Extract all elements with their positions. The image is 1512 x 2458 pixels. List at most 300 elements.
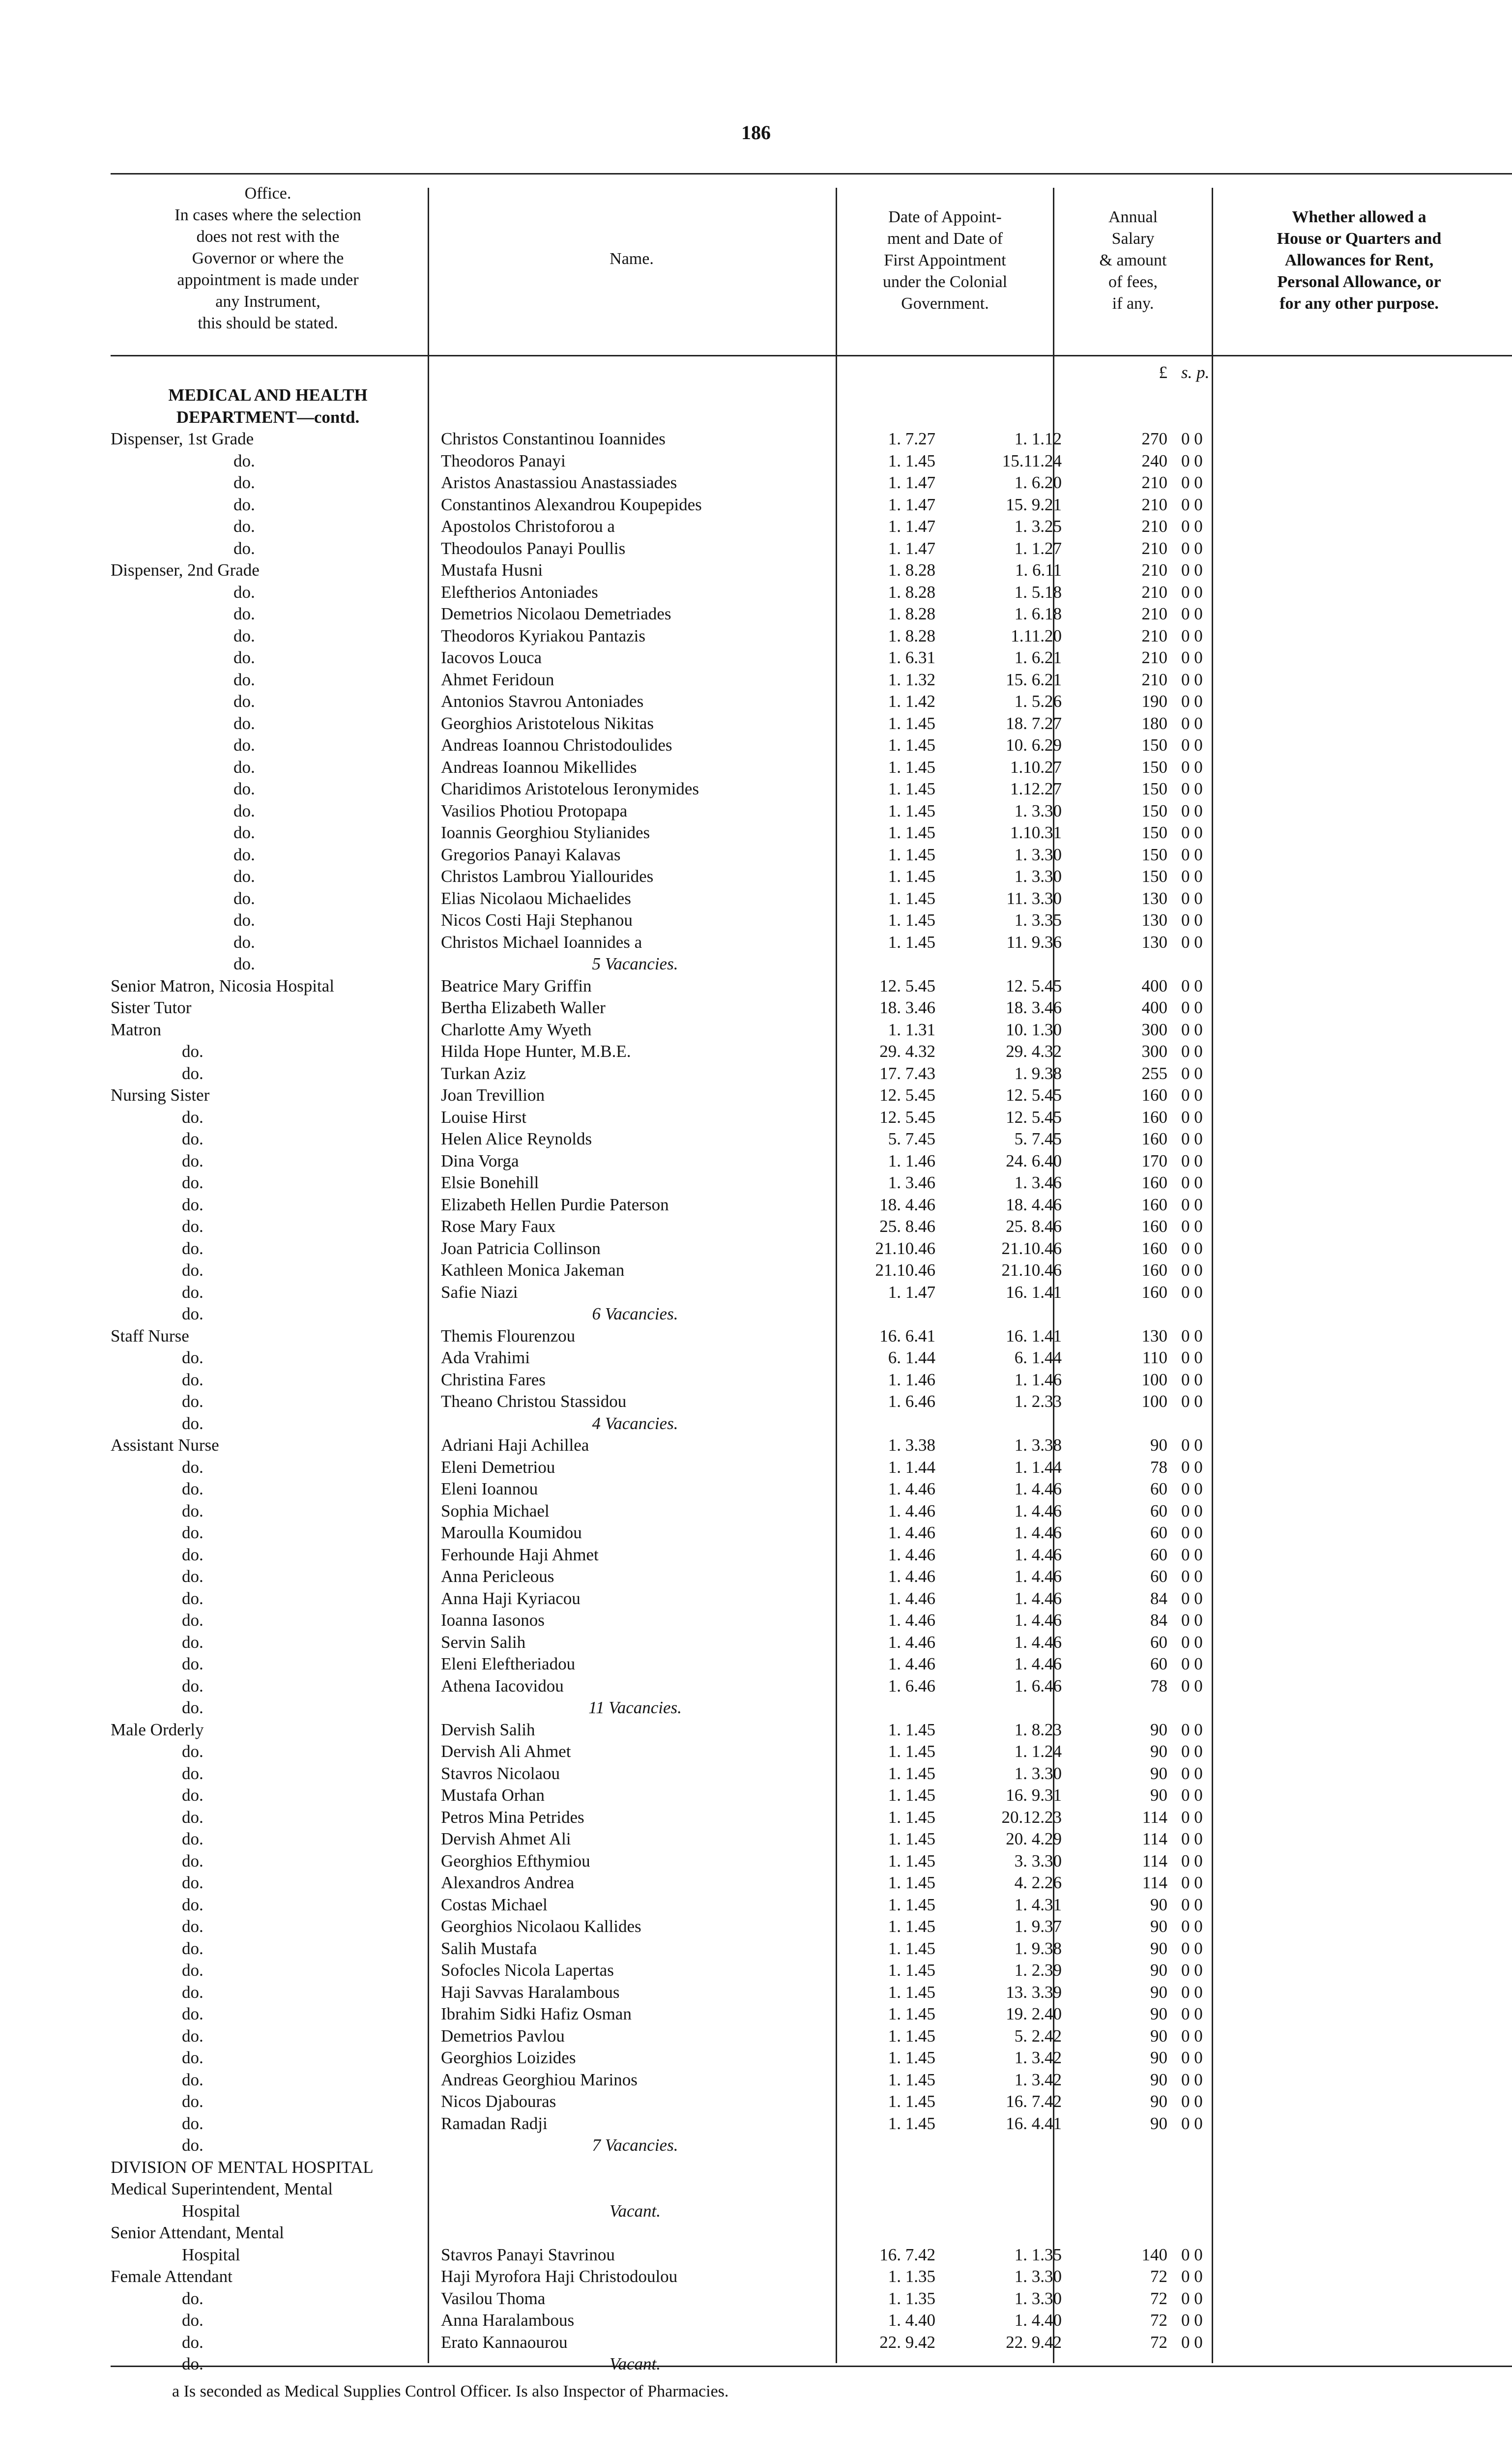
appointment-date-cell: 12. 5.45 [879,1085,935,1105]
table-row [111,2266,1507,2288]
shillings-pence-cell: 0 0 [1181,1873,1203,1892]
name-cell: Georghios Aristotelous Nikitas [441,713,654,733]
first-appointment-date-cell: 12. 5.45 [1006,976,1062,995]
salary-cell: 160 [1141,1107,1167,1127]
first-appointment-date-cell: 1. 4.40 [1014,2311,1062,2330]
salary-cell: 110 [1142,1348,1167,1367]
appointment-date-cell: 1. 4.40 [888,2311,935,2330]
office-cell: do. [182,2092,204,2111]
shillings-pence-cell: 0 0 [1181,2267,1203,2286]
name-cell: Georghios Efthymiou [441,1851,590,1871]
office-cell: do. [182,1676,204,1696]
name-cell: Demetrios Pavlou [441,2026,565,2046]
salary-cell: 114 [1142,1873,1167,1892]
table-row [111,953,1507,975]
first-appointment-date-cell: 1. 3.30 [1014,2267,1062,2286]
appointment-date-cell: 1. 1.45 [888,932,935,952]
first-appointment-date-cell: 19. 2.40 [1006,2004,1062,2023]
appointment-date-cell: 1. 1.45 [888,1785,935,1805]
salary-cell: 210 [1141,473,1167,492]
table-row [111,1916,1507,1938]
name-cell: Theodoros Panayi [441,451,566,470]
table-row [111,1828,1507,1850]
name-cell: 11 Vacancies. [588,1698,682,1717]
first-appointment-date-cell: 16. 7.42 [1006,2092,1062,2111]
first-appointment-date-cell: 1. 4.46 [1014,1567,1062,1586]
office-cell: do. [182,1785,204,1805]
office-cell: do. [182,2070,204,2089]
salary-cell: 60 [1150,1479,1167,1498]
first-appointment-date-cell: 1. 9.38 [1014,1938,1062,1958]
salary-cell: 150 [1141,823,1167,842]
shillings-pence-cell: 0 0 [1181,845,1203,864]
table-row [111,1041,1507,1063]
office-cell: do. [182,2354,204,2373]
table-row [111,975,1507,997]
table-row [111,2113,1507,2135]
salary-cell: 210 [1141,517,1167,536]
pound-unit: £ [1159,363,1167,382]
shillings-pence-cell: 0 0 [1181,1523,1203,1542]
table-row [111,1500,1507,1522]
appointment-date-cell: 1. 1.45 [888,910,935,930]
office-cell: do. [182,1173,204,1192]
office-cell: do. [182,1413,204,1433]
appointment-date-cell: 1. 1.47 [888,495,935,514]
salary-cell: 150 [1141,845,1167,864]
salary-cell: 90 [1150,2048,1167,2067]
name-cell: Georghios Nicolaou Kallides [441,1917,641,1936]
shillings-pence-cell: 0 0 [1181,2004,1203,2023]
appointment-date-cell: 1. 4.46 [888,1632,935,1652]
office-cell: do. [182,2048,204,2067]
salary-cell: 90 [1150,2070,1167,2089]
office-cell: do. [182,2026,204,2046]
shillings-pence-cell: 0 0 [1181,735,1203,755]
name-cell: Charidimos Aristotelous Ieronymides [441,779,699,798]
name-cell: Vasilios Photiou Protopapa [441,801,628,820]
salary-cell: 160 [1141,1195,1167,1214]
header-salary: Annual Salary & amount of fees, if any. [1099,208,1167,313]
salary-cell: 130 [1141,932,1167,952]
table-row [111,559,1507,582]
salary-cell: 78 [1150,1676,1167,1696]
office-cell: do. [182,1238,204,1258]
office-cell: do. [233,451,255,470]
appointment-date-cell: 1. 1.45 [888,1961,935,1980]
office-cell: do. [182,1807,204,1827]
shillings-pence-cell: 0 0 [1181,648,1203,667]
table-row [111,1894,1507,1916]
appointment-date-cell: 1. 8.28 [888,582,935,602]
first-appointment-date-cell: 18. 4.46 [1006,1195,1062,1214]
name-cell: Andreas Ioannou Christodoulides [441,735,672,755]
office-cell: Hospital [182,2245,240,2264]
name-cell: Charlotte Amy Wyeth [441,1020,592,1039]
first-appointment-date-cell: 12. 5.45 [1006,1085,1062,1105]
shillings-pence-cell: 0 0 [1181,473,1203,492]
name-cell: Helen Alice Reynolds [441,1129,592,1148]
appointment-date-cell: 1. 6.46 [888,1676,935,1696]
first-appointment-date-cell: 1. 3.30 [1014,1763,1062,1783]
table-row [111,2222,1507,2244]
appointment-date-cell: 16. 7.42 [879,2245,935,2264]
table-row [111,1741,1507,1763]
table-row [111,888,1507,910]
shillings-pence-cell: 0 0 [1181,1107,1203,1127]
office-cell: do. [182,2332,204,2352]
office-cell: do. [182,1129,204,1148]
first-appointment-date-cell: 1. 9.38 [1014,1063,1062,1083]
table-row [111,603,1507,625]
name-cell: Elsie Bonehill [441,1173,539,1192]
office-cell: do. [233,538,255,558]
table-row [111,669,1507,691]
salary-cell: 90 [1150,1763,1167,1783]
first-appointment-date-cell: 1. 3.35 [1014,910,1062,930]
salary-cell: 90 [1150,1785,1167,1805]
first-appointment-date-cell: 15.11.24 [1002,451,1062,470]
first-appointment-date-cell: 1.10.31 [1010,823,1062,842]
table-row [111,2025,1507,2048]
table-row [111,932,1507,954]
first-appointment-date-cell: 1. 3.42 [1014,2070,1062,2089]
salary-cell: 190 [1141,692,1167,711]
office-cell: do. [182,1348,204,1367]
office-cell: do. [233,473,255,492]
shillings-pence-cell: 0 0 [1181,1326,1203,1346]
table-row [111,1303,1507,1325]
name-cell: Ioanna Iasonos [441,1610,545,1630]
table-row [111,1807,1507,1829]
shillings-pence-cell: 0 0 [1181,2113,1203,2133]
name-cell: Dervish Ali Ahmet [441,1742,571,1761]
shillings-pence-cell: 0 0 [1181,2070,1203,2089]
salary-cell: 150 [1141,779,1167,798]
table-row [111,1434,1507,1457]
first-appointment-date-cell: 1.12.27 [1010,779,1062,798]
shillings-pence-cell: 0 0 [1181,1961,1203,1980]
appointment-date-cell: 22. 9.42 [879,2332,935,2352]
name-cell: Kathleen Monica Jakeman [441,1260,625,1280]
salary-cell: 60 [1150,1632,1167,1652]
salary-cell: 90 [1150,1895,1167,1914]
office-cell: do. [182,1260,204,1280]
office-cell: Senior Attendant, Mental [111,2223,284,2242]
first-appointment-date-cell: 11. 9.36 [1006,932,1062,952]
office-cell: Staff Nurse [111,1326,189,1346]
salary-cell: 160 [1141,1129,1167,1148]
appointment-date-cell: 1. 1.45 [888,867,935,886]
office-cell: do. [182,1304,204,1323]
table-row [111,384,1507,407]
office-cell: do. [182,1895,204,1914]
office-cell: Dispenser, 1st Grade [111,429,254,448]
first-appointment-date-cell: 1. 4.31 [1014,1895,1062,1914]
first-appointment-date-cell: 1. 3.30 [1014,845,1062,864]
name-cell: 5 Vacancies. [592,954,678,973]
first-appointment-date-cell: 3. 3.30 [1014,1851,1062,1871]
first-appointment-date-cell: 10. 1.30 [1006,1020,1062,1039]
header-name: Name. [610,250,654,268]
table-row [111,2091,1507,2113]
salary-cell: 255 [1141,1063,1167,1083]
salary-cell: 170 [1141,1151,1167,1170]
appointment-date-cell: 1. 3.46 [888,1173,935,1192]
page-number: 186 [741,121,771,144]
salary-cell: 210 [1141,604,1167,623]
office-cell: do. [182,1763,204,1783]
salary-cell: 100 [1141,1392,1167,1411]
table-row [111,1259,1507,1282]
appointment-date-cell: 1. 4.46 [888,1567,935,1586]
shilling-unit: s. p. [1181,363,1210,382]
shillings-pence-cell: 0 0 [1181,1042,1203,1061]
name-cell: Dervish Salih [441,1720,535,1739]
salary-cell: 60 [1150,1523,1167,1542]
salary-cell: 210 [1141,626,1167,645]
appointment-date-cell: 1. 1.35 [888,2288,935,2308]
first-appointment-date-cell: 1. 1.24 [1014,1742,1062,1761]
office-cell: do. [182,1917,204,1936]
office-cell: do. [182,2288,204,2308]
salary-cell: 210 [1141,538,1167,558]
table-row [111,1588,1507,1610]
first-appointment-date-cell: 4. 2.26 [1014,1873,1062,1892]
name-cell: 6 Vacancies. [592,1304,678,1323]
name-cell: Eleftherios Antoniades [441,582,598,602]
first-appointment-date-cell: 1. 3.30 [1014,801,1062,820]
office-cell: do. [233,779,255,798]
salary-cell: 60 [1150,1545,1167,1564]
table-row [111,800,1507,822]
office-cell: do. [182,1654,204,1673]
shillings-pence-cell: 0 0 [1181,582,1203,602]
office-cell: do. [233,823,255,842]
table-row [111,2157,1507,2179]
first-appointment-date-cell: 1. 4.46 [1014,1632,1062,1652]
salary-cell: 100 [1141,1370,1167,1389]
office-cell: do. [233,713,255,733]
shillings-pence-cell: 0 0 [1181,1195,1203,1214]
name-cell: Vasilou Thoma [441,2288,546,2308]
table-row [111,1128,1507,1150]
table-row [111,407,1507,429]
appointment-date-cell: 1. 1.45 [888,2004,935,2023]
office-cell: do. [182,1938,204,1958]
salary-cell: 140 [1141,2245,1167,2264]
shillings-pence-cell: 0 0 [1181,1479,1203,1498]
table-row [111,1850,1507,1873]
shillings-pence-cell: 0 0 [1181,2288,1203,2308]
first-appointment-date-cell: 1. 5.26 [1014,692,1062,711]
name-cell: Christina Fares [441,1370,546,1389]
name-cell: Andreas Georghiou Marinos [441,2070,638,2089]
office-cell: do. [233,604,255,623]
staff-list [111,384,1507,2375]
office-cell: do. [233,626,255,645]
name-cell: Maroulla Koumidou [441,1523,582,1542]
name-cell: Eleni Eleftheriadou [441,1654,576,1673]
salary-cell: 60 [1150,1567,1167,1586]
first-appointment-date-cell: 1. 4.46 [1014,1523,1062,1542]
name-cell: Eleni Demetriou [441,1457,555,1477]
appointment-date-cell: 1. 1.45 [888,1982,935,2002]
table-row [111,1084,1507,1107]
name-cell: Anna Haralambous [441,2311,575,2330]
office-cell: do. [182,1610,204,1630]
name-cell: Iacovos Louca [441,648,542,667]
office-cell: do. [182,1063,204,1083]
office-cell: do. [182,1282,204,1302]
name-cell: Demetrios Nicolaou Demetriades [441,604,671,623]
units-row [111,362,1507,384]
shillings-pence-cell: 0 0 [1181,429,1203,448]
shillings-pence-cell: 0 0 [1181,1567,1203,1586]
appointment-date-cell: 1. 1.45 [888,1873,935,1892]
appointment-date-cell: 1. 1.45 [888,757,935,777]
appointment-date-cell: 1. 1.45 [888,1807,935,1827]
appointment-date-cell: 1. 1.45 [888,1917,935,1936]
appointment-date-cell: 1. 1.45 [888,1763,935,1783]
header-office: Office. In cases where the selection does not rest with the Governor or where the appointment is made under any Instrument, this should be stated. [174,184,361,332]
table-row [111,997,1507,1019]
first-appointment-date-cell: 20. 4.29 [1006,1829,1062,1848]
name-cell: Salih Mustafa [441,1938,537,1958]
shillings-pence-cell: 0 0 [1181,1676,1203,1696]
first-appointment-date-cell: 1. 3.46 [1014,1173,1062,1192]
shillings-pence-cell: 0 0 [1181,2048,1203,2067]
table-row [111,1194,1507,1216]
name-cell: Beatrice Mary Griffin [441,976,592,995]
table-row [111,1369,1507,1391]
office-cell: do. [233,954,255,973]
name-cell: Elias Nicolaou Michaelides [441,888,631,908]
table-top-rule [111,173,1512,175]
table-row [111,472,1507,494]
first-appointment-date-cell: 1. 1.35 [1014,2245,1062,2264]
first-appointment-date-cell: 1. 9.37 [1014,1917,1062,1936]
table-row [111,1063,1507,1085]
name-cell: Vacant. [609,2354,661,2373]
first-appointment-date-cell: 1. 6.18 [1014,604,1062,623]
salary-cell: 150 [1141,801,1167,820]
shillings-pence-cell: 0 0 [1181,867,1203,886]
name-cell: Mustafa Husni [441,560,543,580]
appointment-date-cell: 1. 1.45 [888,1720,935,1739]
salary-cell: 90 [1150,1917,1167,1936]
first-appointment-date-cell: 13. 3.39 [1006,1982,1062,2002]
table-row [111,516,1507,538]
appointment-date-cell: 1. 1.46 [888,1151,935,1170]
appointment-date-cell: 1. 1.47 [888,517,935,536]
table-row [111,1544,1507,1566]
name-cell: Ioannis Georghiou Stylianides [441,823,650,842]
office-cell: Hospital [182,2201,240,2221]
office-cell: do. [182,1545,204,1564]
table-row [111,909,1507,932]
name-cell: Stavros Nicolaou [441,1763,560,1783]
appointment-date-cell: 1. 1.45 [888,1829,935,1848]
first-appointment-date-cell: 12. 5.45 [1006,1107,1062,1127]
shillings-pence-cell: 0 0 [1181,779,1203,798]
table-row [111,2288,1507,2310]
office-cell: do. [233,910,255,930]
office-cell: do. [182,1501,204,1521]
salary-cell: 90 [1150,1982,1167,2002]
appointment-date-cell: 16. 6.41 [879,1326,935,1346]
salary-cell: 160 [1141,1260,1167,1280]
first-appointment-date-cell: 16. 4.41 [1006,2113,1062,2133]
name-cell: Anna Haji Kyriacou [441,1588,581,1608]
table-row [111,1938,1507,1960]
name-cell: Haji Savvas Haralambous [441,1982,620,2002]
salary-cell: 130 [1141,1326,1167,1346]
name-cell: Christos Michael Ioannides a [441,932,642,952]
first-appointment-date-cell: 15. 9.21 [1006,495,1062,514]
salary-cell: 150 [1141,735,1167,755]
table-row [111,2178,1507,2200]
name-cell: 7 Vacancies. [592,2136,678,2155]
table-row [111,2244,1507,2266]
shillings-pence-cell: 0 0 [1181,1654,1203,1673]
table-row [111,2069,1507,2091]
salary-cell: 210 [1141,560,1167,580]
appointment-date-cell: 1. 1.45 [888,2113,935,2133]
office-cell: do. [233,582,255,602]
shillings-pence-cell: 0 0 [1181,1851,1203,1871]
office-cell: do. [182,1961,204,1980]
table-row [111,1325,1507,1347]
name-cell: Theodoros Kyriakou Pantazis [441,626,646,645]
office-cell: Nursing Sister [111,1085,210,1105]
table-row [111,538,1507,560]
shillings-pence-cell: 0 0 [1181,801,1203,820]
first-appointment-date-cell: 16. 1.41 [1006,1282,1062,1302]
footnote: a Is seconded as Medical Supplies Control Officer. Is also Inspector of Pharmacies. [172,2382,729,2400]
first-appointment-date-cell: 1. 6.20 [1014,473,1062,492]
shillings-pence-cell: 0 0 [1181,998,1203,1017]
office-cell: do. [182,1851,204,1871]
name-cell: Vacant. [609,2201,661,2221]
first-appointment-date-cell: 1. 3.38 [1014,1435,1062,1455]
shillings-pence-cell: 0 0 [1181,626,1203,645]
appointment-date-cell: 1. 1.45 [888,888,935,908]
appointment-date-cell: 1. 4.46 [888,1501,935,1521]
appointment-date-cell: 1. 8.28 [888,604,935,623]
shillings-pence-cell: 0 0 [1181,2026,1203,2046]
salary-cell: 60 [1150,1654,1167,1673]
office-cell: do. [182,1632,204,1652]
table-row [111,691,1507,713]
appointment-date-cell: 1. 4.46 [888,1545,935,1564]
first-appointment-date-cell: 1. 4.46 [1014,1545,1062,1564]
table-row [111,1478,1507,1500]
first-appointment-date-cell: 6. 1.44 [1014,1348,1062,1367]
table-row [111,2003,1507,2025]
table-row [111,1522,1507,1544]
name-cell: Theano Christou Stassidou [441,1392,627,1411]
salary-cell: 300 [1141,1020,1167,1039]
table-row [111,2310,1507,2332]
shillings-pence-cell: 0 0 [1181,560,1203,580]
appointment-date-cell: 1. 1.45 [888,1895,935,1914]
shillings-pence-cell: 0 0 [1181,910,1203,930]
name-cell: Ahmet Feridoun [441,670,554,689]
salary-cell: 114 [1142,1829,1167,1848]
office-cell: do. [182,1042,204,1061]
appointment-date-cell: 1. 1.45 [888,2048,935,2067]
